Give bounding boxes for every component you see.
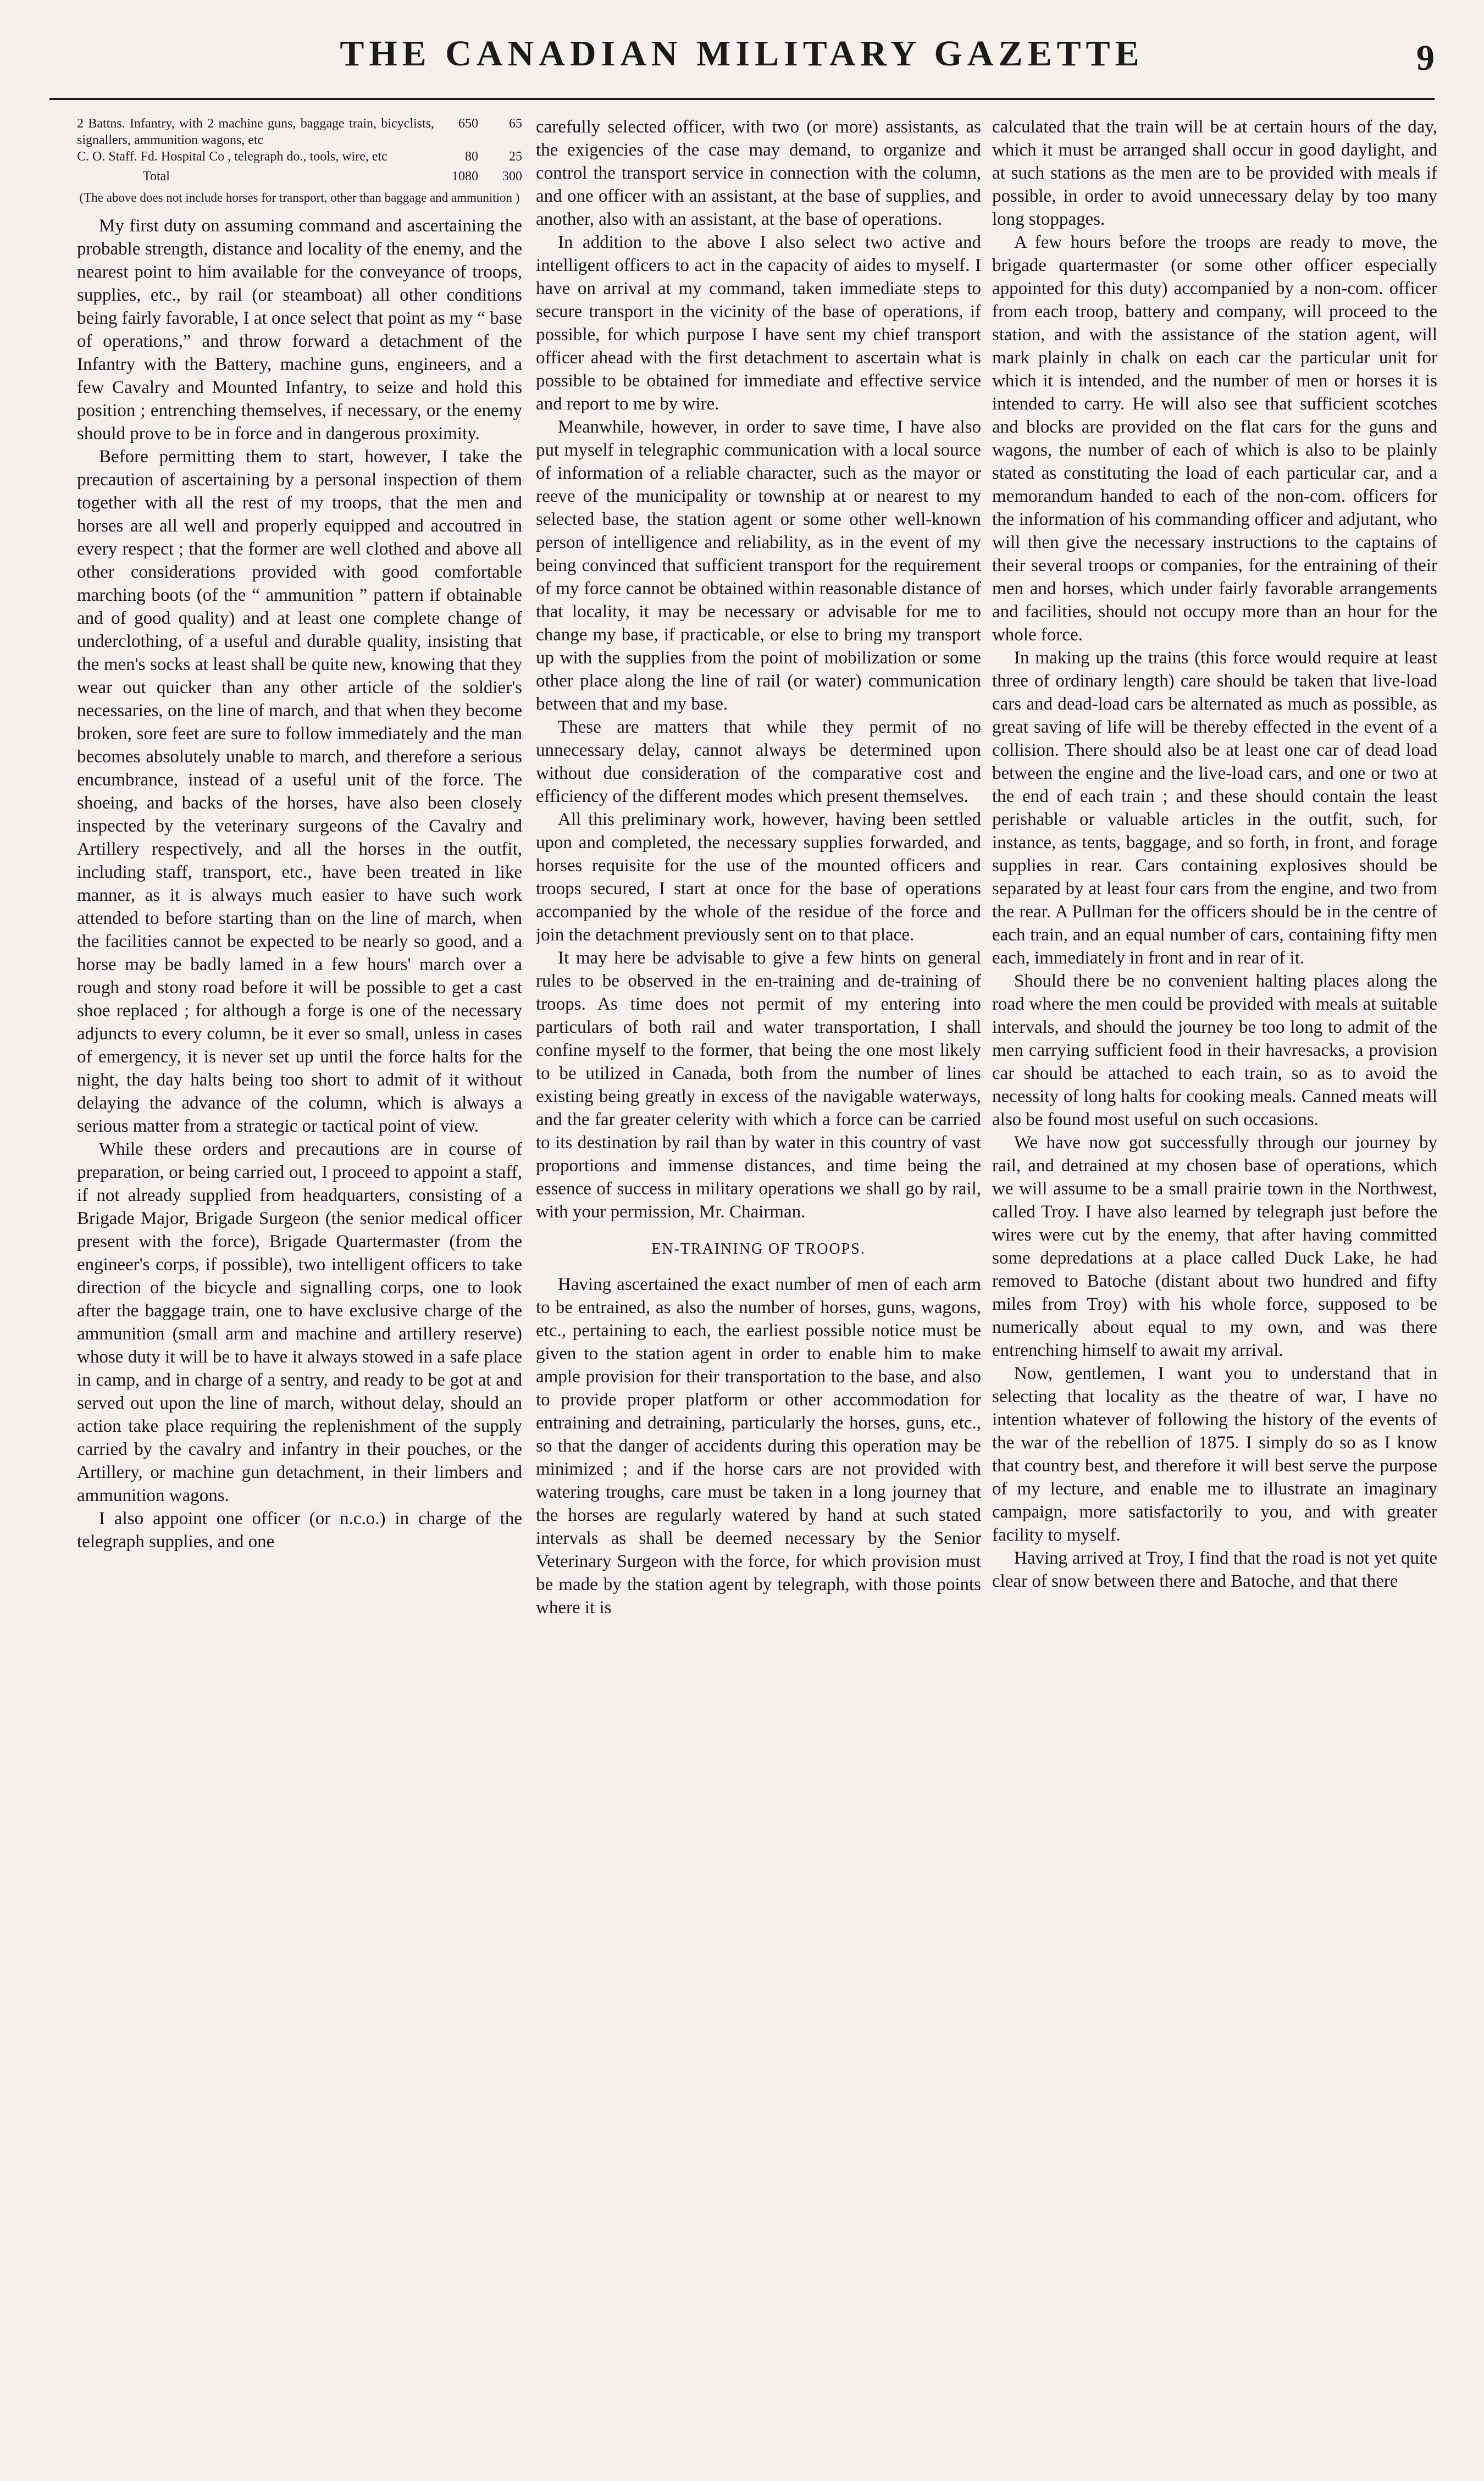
table-row bbox=[77, 148, 522, 165]
table-cell-horses: 25 bbox=[509, 149, 522, 164]
paragraph: While these orders and precautions are in course of preparation, or being carried out, I proceed to appoint a staff, if not already supplied from headquarters, consisting of a Brigade Major, Brigade Surgeon (the senior medical officer present with the force), Brigade Quartermaster (from the engineer's corps, if possible), two intelligent officers to take direction of the bicycle and signalling corps, one to look after the baggage train, one to have exclusive charge of the ammunition (small arm and machine and artillery reserve) whose duty it will be to have it always stowed in a safe place in camp, and in charge of a sentry, and ready to be got at and served out upon the line of march, without delay, should an action take place requiring the replenishment of the supply carried by the cavalry and infantry in their pouches, or the Artillery, or machine gun detachment, in their limbers and ammunition wagons. bbox=[77, 1139, 522, 1505]
paragraph: We have now got successfully through our journey by rail, and detrained at my chosen base of operations, which we will assume to be a small prairie town in the Northwest, called Troy. I have also learned by telegraph just before the wires were cut by the enemy, that after having committed some depredations at a place called Duck Lake, he had removed to Batoche (distant about two hundred and fifty miles from Troy) with his whole force, supposed to be numerically about equal to my own, and was there entrenching himself to await my arrival. bbox=[992, 1133, 1437, 1360]
masthead bbox=[49, 16, 1435, 110]
column-3 bbox=[992, 115, 1437, 2457]
column-1 bbox=[77, 115, 522, 2457]
paragraph: carefully selected officer, with two (or more) assistants, as the exigencies of the case may demand, to organize and control the transport service in connection with the column, and one officer with an assistant, at the base of supplies, and another, also with an assistant, at the base of operations. bbox=[536, 117, 981, 229]
paragraph: In making up the trains (this force would require at least three of ordinary length) care should be taken that live-load cars and dead-load cars be alternated as much as possible, as great saving of life will be thereby effected in the event of a collision. There should also be at least one car of dead load between the engine and the live-load cars, and one or two at the end of each train ; and these should contain the least perishable or valuable articles in the outfit, such, for instance, as tents, baggage, and so forth, in front, and forage supplies in rear. Cars containing explosives should be separated by at least four cars from the engine, and two from the rear. A Pullman for the officers should be in the centre of each train, and an equal number of cars, containing fifty men each, immediately in front and in rear of it. bbox=[992, 648, 1437, 968]
table-cell-horses: 65 bbox=[509, 117, 522, 131]
section-heading: EN-TRAINING OF TROOPS. bbox=[651, 1240, 866, 1258]
paragraph: Having arrived at Troy, I find that the road is not yet quite clear of snow between there and Batoche, and that there bbox=[992, 1548, 1437, 1591]
paragraph: These are matters that while they permit of no unnecessary delay, cannot always be determined upon without due consideration of the comparative cost and efficiency of the different modes which present themselves. bbox=[536, 717, 981, 806]
paragraph: calculated that the train will be at certain hours of the day, which it must be arranged shall occur in good daylight, and at such stations as the men are to be provided with meals if possible, in order to avoid unnecessary delay by too many long stoppages. bbox=[992, 117, 1437, 229]
header-rule bbox=[49, 98, 1435, 100]
paragraph: Before permitting them to start, however, I take the precaution of ascertaining by a personal inspection of them together with all the rest of my troops, that the men and horses are all well and properly equipped and accoutred in every respect ; that the former are well clothed and above all other considerations provided with good comfortable marching boots (of the “ ammunition ” pattern if obtainable and of good quality) and at least one complete change of underclothing, of a useful and durable quality, insisting that the men's socks at least shall be quite new, knowing that they wear out quicker than any other article of the soldier's necessaries, on the line of march, and that when they become broken, sore feet are sure to follow immediately and the man becomes absolutely unable to march, and therefore a serious encumbrance, instead of a useful unit of the force. The shoeing, and backs of the horses, have also been closely inspected by the veterinary surgeons of the Cavalry and Artillery respectively, and all the horses in the outfit, including staff, transport, etc., have been treated in like manner, as it is always much easier to have such work attended to before starting than on the line of march, when the facilities cannot be expected to be nearly so good, and a horse may be badly lamed in a few hours' march over a rough and stony road before it will be possible to get a cast shoe replaced ; for although a forge is one of the necessary adjuncts to every column, be it ever so small, unless in cases of emergency, it is never set up until the force halts for the night, the day halts being too short to admit of it without delaying the advance of the column, which is always a serious matter from a strategic or tactical point of view. bbox=[77, 447, 522, 1136]
paragraph: In addition to the above I also select two active and intelligent officers to act in the capacity of aides to myself. I have on arrival at my command, taken immediate steps to secure transport in the vicinity of the base of operations, if possible, for which purpose I have sent my chief transport officer ahead with the first detachment to ascertain what is possible to be obtained for immediate and effective service and report to me by wire. bbox=[536, 232, 981, 414]
column-2 bbox=[536, 115, 981, 2457]
paragraph: All this preliminary work, however, having been settled upon and completed, the necessary supplies forwarded, and horses requisite for the use of the mounted officers and troops secured, I start at once for the base of operations accompanied by the whole of the residue of the force and join the detachment previously sent on to that place. bbox=[536, 810, 981, 945]
table-cell-men: 80 bbox=[465, 149, 478, 164]
force-strength-table bbox=[77, 115, 522, 185]
paragraph: Now, gentlemen, I want you to understand that in selecting that locality as the theatre of war, I have no intention whatever of following the history of the events of the war of the rebellion of 1875. I simply do so as I know that country best, and therefore it will best serve the purpose of my lecture, and enable me to illustrate an imaginary campaign, more satisfactorily to you, and with greater facility to myself. bbox=[992, 1364, 1437, 1545]
table-note: (The above does not include horses for transport, other than baggage and ammunition ) bbox=[79, 191, 520, 204]
paragraph: Having ascertained the exact number of men of each arm to be entrained, as also the number of horses, guns, wagons, etc., pertaining to each, the earliest possible notice must be given to the station agent in order to enable him to make ample provision for their transportation to the base, and also to provide proper platform or other accommodation for entraining and detraining, particularly the horses, guns, etc., so that the danger of accidents during this operation may be minimized ; and if the horse cars are not provided with watering troughs, care must be taken in a long journey that the horses are regularly watered by hand at such stated intervals as shall be deemed necessary by the Senior Veterinary Surgeon with the force, for which provision must be made by the station agent by telegraph, with those points where it is bbox=[536, 1275, 981, 1618]
table-cell-horses: 300 bbox=[502, 169, 522, 184]
paragraph: A few hours before the troops are ready to move, the brigade quartermaster (or some other officer especially appointed for this duty) accompanied by a non-com. officer from each troop, battery and company, will proceed to the station, and with the assistance of the station agent, will mark plainly in chalk on each car the particular unit for which it is intended, and the number of men or horses it is intended to carry. He will also see that sufficient scotches and blocks are provided on the flat cars for the guns and wagons, the number of each of which is also to be plainly stated as constituting the load of each particular car, and a memorandum handed to each of the non-com. officers for the information of his commanding officer and adjutant, who will then give the necessary instructions to the captains of their several troops or companies, for the entraining of their men and horses, which under fairly favorable arrangements and facilities, should not occupy more than an hour for the whole force. bbox=[992, 232, 1437, 645]
table-row-total bbox=[77, 165, 522, 185]
publication-title: THE CANADIAN MILITARY GAZETTE bbox=[340, 34, 1144, 74]
paragraph: Should there be no convenient halting places along the road where the men could be provided with meals at suitable intervals, and should the journey be too long to admit of the men carrying sufficient food in their havresacks, a provision car should be attached to each train, so as to avoid the necessity of long halts for cooking meals. Canned meats will also be found most useful on such occasions. bbox=[992, 971, 1437, 1129]
table-row-label: 2 Battns. Infantry, with 2 machine guns, baggage train, bicyclists, signallers, ammunition wagons, etc bbox=[77, 117, 434, 147]
paragraph: Meanwhile, however, in order to save time, I have also put myself in telegraphic communication with a local source of information of a reliable character, such as the mayor or reeve of the municipality or township at or nearest to my selected base, the station agent or some other well-known person of intelligence and reliability, as in the event of my being convinced that sufficient transport for the requirement of my force cannot be obtained within reasonable distance of that locality, it may be necessary or advisable for me to change my base, if practicable, or else to bring my transport up with the supplies from the point of mobilization or some other place along the line of rail (or water) communication between that and my base. bbox=[536, 417, 981, 714]
table-row-label: Total bbox=[143, 169, 170, 184]
table-cell-men: 1080 bbox=[452, 169, 478, 184]
paragraph: I also appoint one officer (or n.c.o.) in charge of the telegraph supplies, and one bbox=[77, 1509, 522, 1552]
table-row-label: C. O. Staff. Fd. Hospital Co , telegraph do., tools, wire, etc bbox=[77, 149, 387, 164]
table-row bbox=[77, 115, 522, 148]
paragraph: My first duty on assuming command and ascertaining the probable strength, distance and locality of the enemy, and the nearest point to him available for the conveyance of troops, supplies, etc., by rail (or steamboat) all other conditions being fairly favorable, I at once select that point as my “ base of operations,” and throw forward a detachment of the Infantry with the Battery, machine guns, engineers, and a few Cavalry and Mounted Infantry, to seize and hold this position ; entrenching themselves, if necessary, or the enemy should prove to be in force and in dangerous proximity. bbox=[77, 216, 522, 444]
page-number: 9 bbox=[1416, 38, 1435, 78]
table-cell-men: 650 bbox=[458, 117, 478, 131]
paragraph: It may here be advisable to give a few hints on general rules to be observed in the en-training and de-training of troops. As time does not permit of my entering into particulars of both rail and water transportation, I shall confine myself to the former, that being the one most likely to be utilized in Canada, both from the number of lines existing being greatly in excess of the navigable waterways, and the far greater celerity with which a force can be carried to its destination by rail than by water in this country of vast proportions and immense distances, and time being the essence of success in military operations we shall go by rail, with your permission, Mr. Chairman. bbox=[536, 948, 981, 1222]
